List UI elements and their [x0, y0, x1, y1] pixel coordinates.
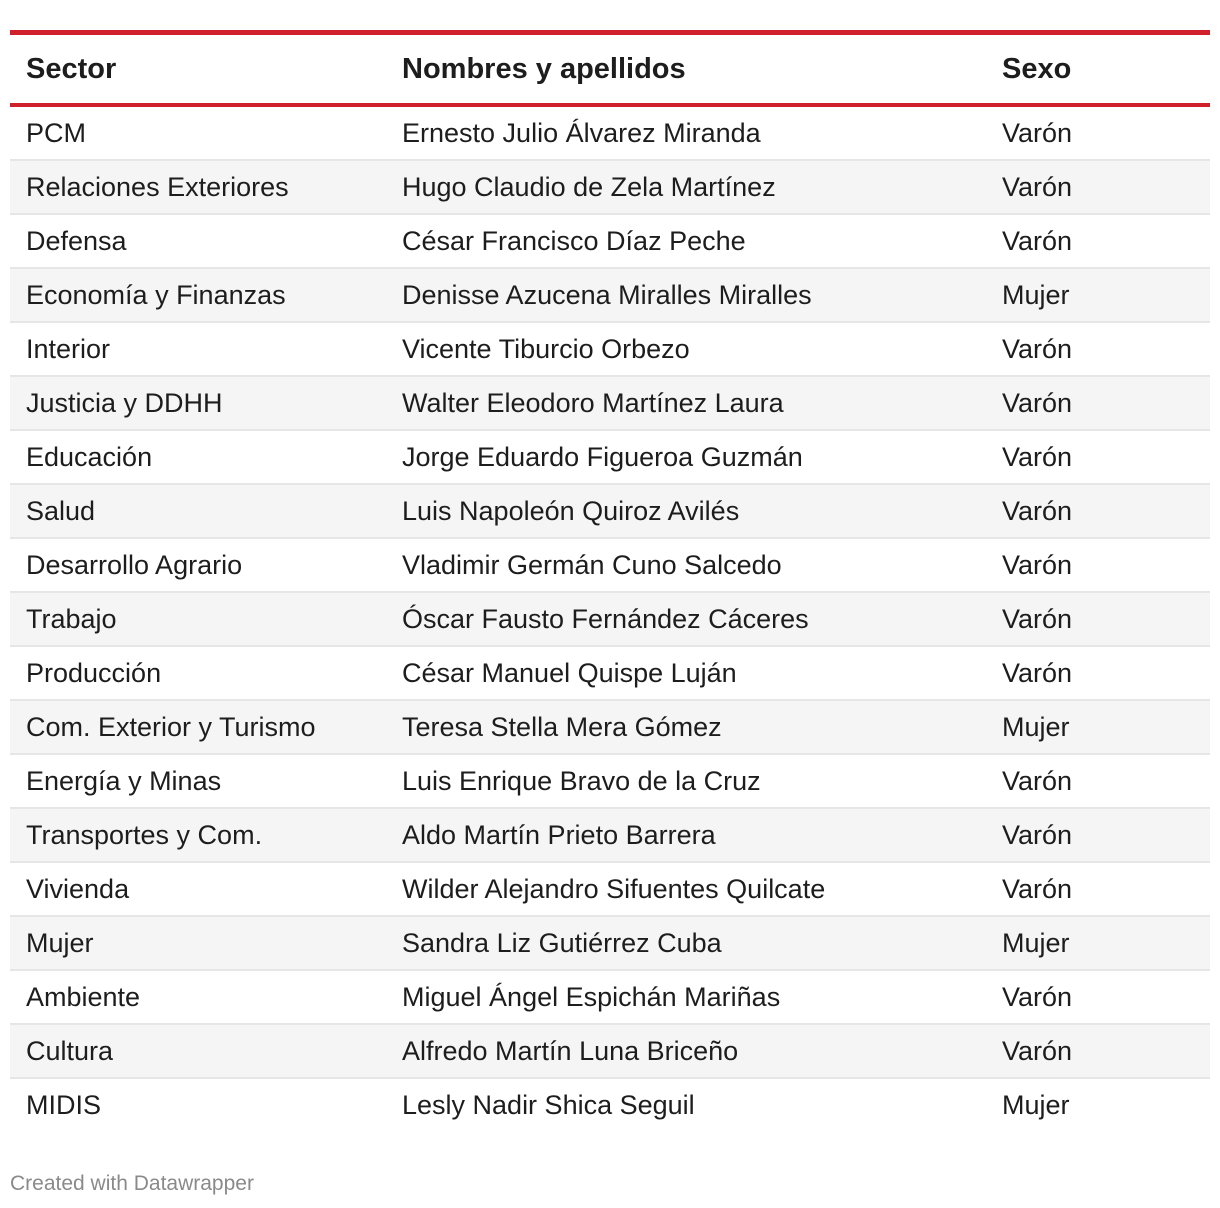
- cell-sector: Trabajo: [10, 592, 386, 646]
- cell-sex: Varón: [986, 160, 1210, 214]
- table-body: [10, 105, 1210, 1131]
- cell-sex: Varón: [986, 970, 1210, 1024]
- column-header-sex[interactable]: Sexo: [1002, 52, 1072, 85]
- table-row: [10, 538, 1210, 592]
- cell-sex: Varón: [986, 322, 1210, 376]
- table-row: [10, 214, 1210, 268]
- cell-name: Aldo Martín Prieto Barrera: [386, 808, 986, 862]
- cell-sex: Mujer: [986, 700, 1210, 754]
- cell-sector: Mujer: [10, 916, 386, 970]
- table-row: [10, 916, 1210, 970]
- column-header-name[interactable]: Nombres y apellidos: [402, 52, 686, 85]
- cell-name: Lesly Nadir Shica Seguil: [402, 1089, 695, 1120]
- cell-sector: Producción: [10, 646, 386, 700]
- cell-name: Luis Enrique Bravo de la Cruz: [386, 754, 986, 808]
- cell-name: Teresa Stella Mera Gómez: [386, 700, 986, 754]
- ministers-table-container: [10, 30, 1210, 1131]
- cell-sex: Varón: [986, 376, 1210, 430]
- cell-sex: Varón: [986, 646, 1210, 700]
- cell-name: Sandra Liz Gutiérrez Cuba: [386, 916, 986, 970]
- cell-sex: Varón: [986, 105, 1210, 160]
- table-header: [10, 33, 1210, 106]
- cell-sector: Cultura: [10, 1024, 386, 1078]
- cell-name: Wilder Alejandro Sifuentes Quilcate: [386, 862, 986, 916]
- cell-name: Denisse Azucena Miralles Miralles: [386, 268, 986, 322]
- cell-sex: Varón: [986, 754, 1210, 808]
- cell-sector: Relaciones Exteriores: [10, 160, 386, 214]
- header-row: [10, 33, 1210, 106]
- table-row: [10, 1078, 1210, 1131]
- cell-sex: Mujer: [1002, 1089, 1070, 1120]
- cell-sex: Varón: [986, 1024, 1210, 1078]
- table-row: [10, 646, 1210, 700]
- cell-sex: Mujer: [986, 916, 1210, 970]
- cell-name: Óscar Fausto Fernández Cáceres: [386, 592, 986, 646]
- cell-name: Walter Eleodoro Martínez Laura: [386, 376, 986, 430]
- table-row: [10, 1024, 1210, 1078]
- table-row: [10, 484, 1210, 538]
- cell-sex: Varón: [986, 214, 1210, 268]
- table-row: [10, 754, 1210, 808]
- cell-sex: Varón: [986, 484, 1210, 538]
- cell-sector: Ambiente: [10, 970, 386, 1024]
- table-row: [10, 105, 1210, 160]
- cell-sector: Desarrollo Agrario: [10, 538, 386, 592]
- cell-name: Hugo Claudio de Zela Martínez: [386, 160, 986, 214]
- cell-name: César Manuel Quispe Luján: [386, 646, 986, 700]
- cell-sector: Energía y Minas: [10, 754, 386, 808]
- cell-name: Ernesto Julio Álvarez Miranda: [386, 105, 986, 160]
- cell-sector: Salud: [10, 484, 386, 538]
- cell-name: Alfredo Martín Luna Briceño: [386, 1024, 986, 1078]
- table-row: [10, 808, 1210, 862]
- table-row: [10, 700, 1210, 754]
- cell-sex: Varón: [986, 430, 1210, 484]
- cell-sector: PCM: [10, 105, 386, 160]
- cell-sector: Defensa: [10, 214, 386, 268]
- cell-sector: Educación: [10, 430, 386, 484]
- table-row: [10, 862, 1210, 916]
- cell-name: Vladimir Germán Cuno Salcedo: [386, 538, 986, 592]
- table-row: [10, 430, 1210, 484]
- table-row: [10, 322, 1210, 376]
- datawrapper-credit: Created with Datawrapper: [10, 1172, 254, 1195]
- cell-sex: Varón: [986, 592, 1210, 646]
- cell-sector: Transportes y Com.: [10, 808, 386, 862]
- table-row: [10, 160, 1210, 214]
- cell-sex: Varón: [986, 538, 1210, 592]
- cell-name: Jorge Eduardo Figueroa Guzmán: [386, 430, 986, 484]
- cell-name: Luis Napoleón Quiroz Avilés: [386, 484, 986, 538]
- cell-sex: Varón: [986, 808, 1210, 862]
- cell-sector: Vivienda: [10, 862, 386, 916]
- ministers-table: [10, 30, 1210, 1131]
- table-row: [10, 970, 1210, 1024]
- cell-sector: Interior: [10, 322, 386, 376]
- table-row: [10, 268, 1210, 322]
- cell-name: Miguel Ángel Espichán Mariñas: [386, 970, 986, 1024]
- table-row: [10, 376, 1210, 430]
- table-row: [10, 592, 1210, 646]
- cell-sector: MIDIS: [26, 1089, 102, 1120]
- cell-name: César Francisco Díaz Peche: [386, 214, 986, 268]
- cell-name: Vicente Tiburcio Orbezo: [386, 322, 986, 376]
- cell-sector: Economía y Finanzas: [10, 268, 386, 322]
- cell-sector: Justicia y DDHH: [10, 376, 386, 430]
- cell-sector: Com. Exterior y Turismo: [10, 700, 386, 754]
- column-header-sector[interactable]: Sector: [26, 52, 117, 85]
- cell-sex: Mujer: [986, 268, 1210, 322]
- cell-sex: Varón: [986, 862, 1210, 916]
